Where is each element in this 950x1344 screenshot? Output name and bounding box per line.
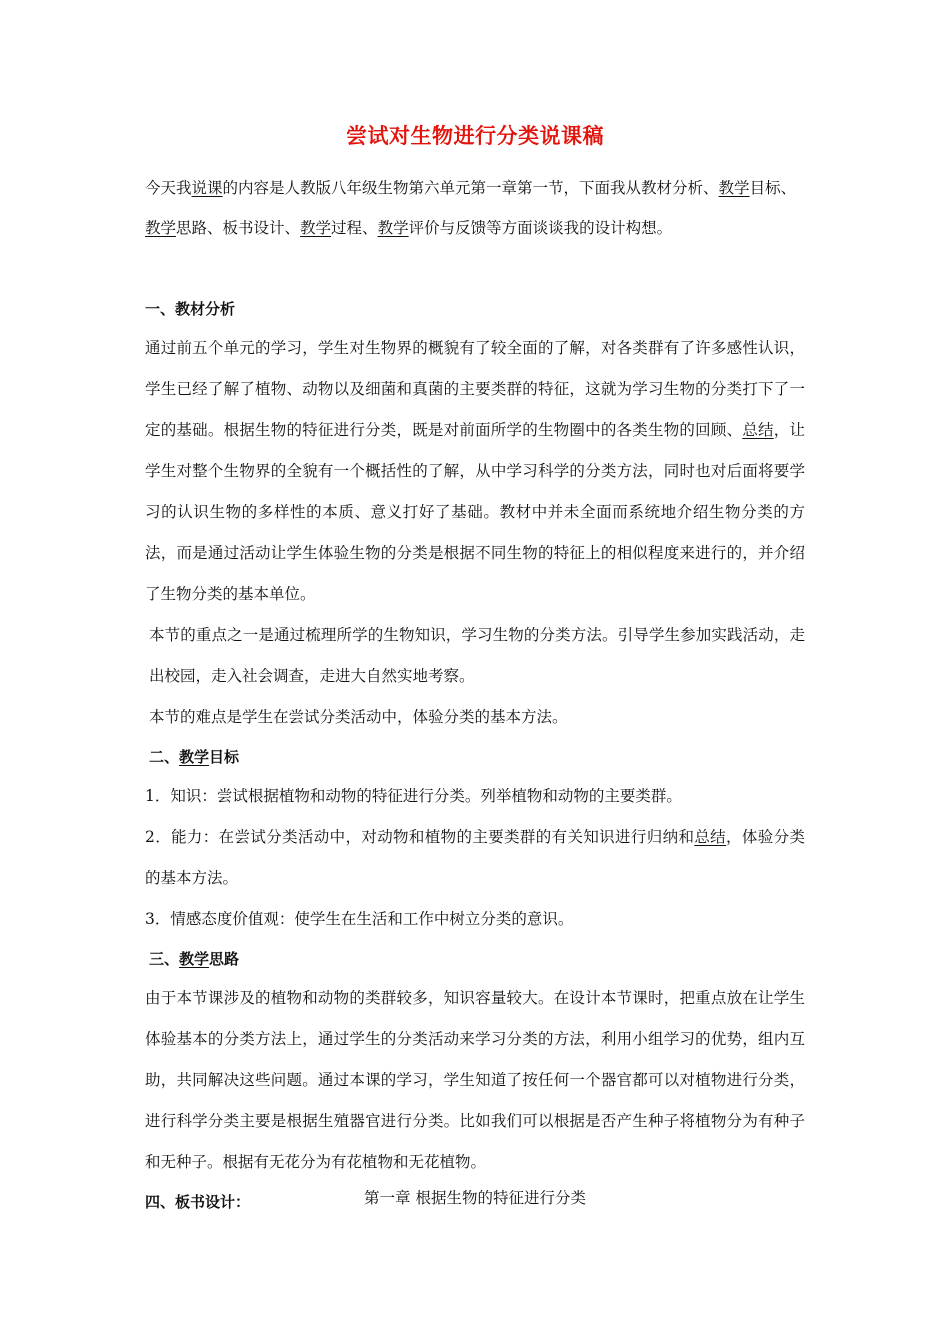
document-title: 尝试对生物进行分类说课稿 xyxy=(346,124,604,148)
document-body xyxy=(145,290,805,1221)
board-design-line: 第一章 根据生物的特征进行分类 xyxy=(364,1189,586,1207)
section-heading-board-design: 四、板书设计： xyxy=(145,1193,251,1211)
section-heading-material-analysis: 一、教材分析 xyxy=(145,300,236,318)
keyword-jiaoxue: 教学 xyxy=(377,219,409,237)
goal-item-ability: 2．能力：在尝试分类活动中，对动物和植物的主要类群的有关知识进行归纳和总结，体验分类的基本方法。 xyxy=(145,828,805,887)
intro-paragraph: 今天我说课的内容是人教版八年级生物第六单元第一章第一节，下面我从教材分析、教学目标、教学思路、板书设计、教学过程、教学评价与反馈等方面谈谈我的设计构想。 xyxy=(145,179,797,237)
material-analysis-paragraph: 通过前五个单元的学习，学生对生物界的概貌有了较全面的了解，对各类群有了许多感性认识，学生已经了解了植物、动物以及细菌和真菌的主要类群的特征，这就为学习生物的分类打下了一定的基础。根据生物的特征进行分类，既是对前面所学的生物圈中的各类生物的回顾、总结，让学生对整个生物界的全貌有一个概括性的了解，从中学习科学的分类方法，同时也对后面将要学习的认识生物的多样性的本质、意义打好了基础。教材中并未全面而系统地介绍生物分类的方法，而是通过活动让学生体验生物的分类是根据不同生物的特征上的相似程度来进行的，并介绍了生物分类的基本单位。 xyxy=(145,339,805,603)
section-heading-teaching-approach: 三、教学思路 xyxy=(149,950,240,968)
keyword-zongjie: 总结 xyxy=(742,421,774,439)
key-point-paragraph: 本节的重点之一是通过梳理所学的生物知识，学习生物的分类方法。引导学生参加实践活动，走出校园，走入社会调查，走进大自然实地考察。 xyxy=(149,626,805,685)
keyword-jiaoxue: 教学 xyxy=(145,219,177,237)
keyword-shuoke: 说课 xyxy=(191,179,223,197)
section-heading-teaching-goals: 二、教学目标 xyxy=(149,748,240,766)
goal-item-knowledge: 1．知识：尝试根据植物和动物的特征进行分类。列举植物和动物的主要类群。 xyxy=(145,787,682,805)
difficulty-paragraph: 本节的难点是学生在尝试分类活动中，体验分类的基本方法。 xyxy=(149,708,568,726)
keyword-jiaoxue: 教学 xyxy=(718,179,750,197)
keyword-zongjie: 总结 xyxy=(694,828,727,846)
goal-item-attitude: 3．情感态度价值观：使学生在生活和工作中树立分类的意识。 xyxy=(145,910,574,928)
keyword-jiaoxue: 教学 xyxy=(300,219,332,237)
teaching-approach-paragraph: 由于本节课涉及的植物和动物的类群较多，知识容量较大。在设计本节课时，把重点放在让学生体验基本的分类方法上，通过学生的分类活动来学习分类的方法，利用小组学习的优势，组内互助，共同解决这些问题。通过本课的学习，学生知道了按任何一个器官都可以对植物进行分类，进行科学分类主要是根据生殖器官进行分类。比如我们可以根据是否产生种子将植物分为有种子和无种子。根据有无花分为有花植物和无花植物。 xyxy=(145,989,805,1171)
